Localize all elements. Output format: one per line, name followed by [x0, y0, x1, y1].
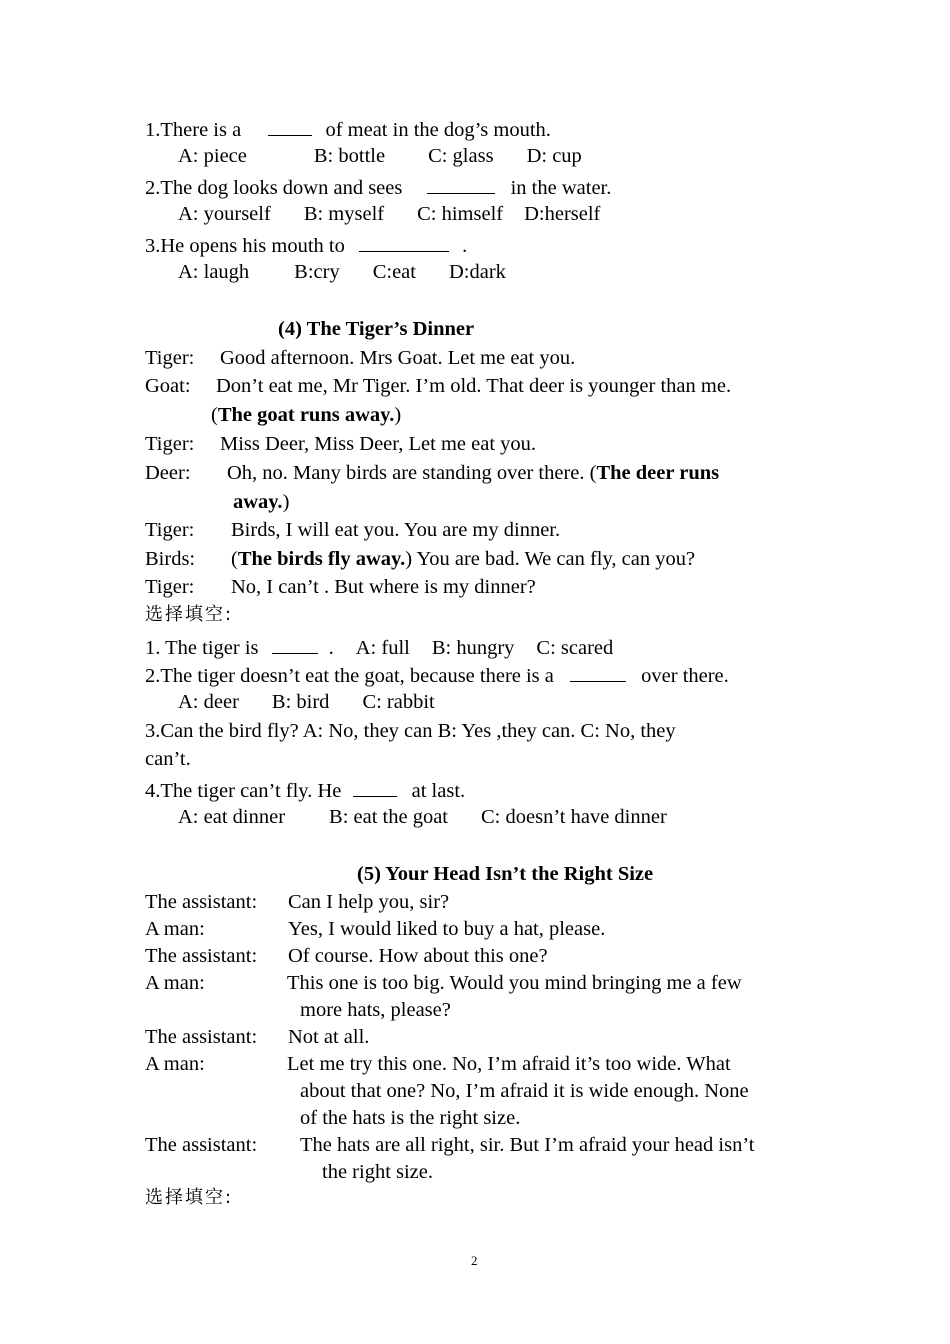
dialogue-line: Good afternoon. Mrs Goat. Let me eat you.: [220, 347, 576, 369]
question-text: over there.: [641, 665, 729, 687]
dialogue-speaker: The assistant:: [145, 891, 258, 913]
question-2-options: [178, 692, 435, 713]
page-number: 2: [471, 1253, 478, 1268]
option: D: cup: [526, 145, 582, 167]
dialogue-speaker: A man:: [145, 972, 205, 994]
dialogue-line: Don’t eat me, Mr Tiger. I’m old. That deer is younger than me.: [216, 375, 732, 397]
option: A: deer: [178, 691, 239, 713]
dialogue-line: Can I help you, sir?: [288, 891, 450, 913]
dialogue-speaker: The assistant:: [145, 1134, 258, 1156]
stage-direction-text: The goat runs away.: [217, 404, 395, 426]
dialogue-line: Not at all.: [288, 1026, 370, 1048]
dialogue-speaker: The assistant:: [145, 945, 258, 967]
dialogue-line: about that one? No, I’m afraid it is wide enough. None: [300, 1080, 749, 1102]
dialogue-speaker: Goat:: [145, 375, 191, 397]
option: B: myself: [303, 203, 385, 225]
question-text: 3.He opens his mouth to: [145, 235, 345, 257]
question-3-options: [178, 262, 506, 283]
stage-direction-text: away.: [233, 491, 283, 513]
question-text: 4.The tiger can’t fly. He: [145, 780, 342, 802]
answer-blank: [353, 778, 397, 797]
answer-blank: [268, 117, 312, 136]
answer-blank: [570, 663, 626, 682]
exercise-label: 选择填空:: [145, 1187, 234, 1208]
dialogue-line: Let me try this one. No, I’m afraid it’s too wide. What: [287, 1053, 731, 1075]
dialogue-speaker: The assistant:: [145, 1026, 258, 1048]
option: C: glass: [428, 145, 494, 167]
dialogue-speaker: Tiger:: [145, 347, 195, 369]
dialogue-speaker: Birds:: [145, 548, 196, 570]
option: C:eat: [372, 261, 416, 283]
option: D:dark: [448, 261, 506, 283]
question-text: 1. The tiger is: [145, 637, 259, 659]
dialogue-line: No, I can’t . But where is my dinner?: [231, 576, 536, 598]
stage-direction-text: The birds fly away.: [237, 548, 406, 570]
dialogue-speaker: Tiger:: [145, 576, 195, 598]
dialogue-speaker: Tiger:: [145, 433, 195, 455]
dialogue-text: ) You are bad. We can fly, can you?: [405, 548, 696, 570]
question-4: [145, 778, 465, 802]
dialogue-speaker: A man:: [145, 1053, 205, 1075]
dialogue-line: the right size.: [322, 1161, 434, 1183]
dialogue-speaker: Tiger:: [145, 519, 195, 541]
question-1-options: [178, 146, 582, 167]
dialogue-line: Of course. How about this one?: [288, 945, 548, 967]
option: B: eat the goat: [329, 806, 448, 828]
exercise-label: 选择填空:: [145, 604, 234, 625]
dialogue-line: This one is too big. Would you mind bringing me a few: [287, 972, 742, 994]
option: C: rabbit: [362, 691, 435, 713]
dialogue-line: The hats are all right, sir. But I’m afraid your head isn’t: [300, 1134, 755, 1156]
question-3-continued: can’t.: [145, 748, 191, 770]
option: B: bird: [271, 691, 330, 713]
dialogue-line: Miss Deer, Miss Deer, Let me eat you.: [220, 433, 537, 455]
dialogue-line: away.): [233, 491, 290, 513]
option: B:cry: [294, 261, 340, 283]
question-text: at last.: [411, 780, 466, 802]
dialogue-line: Birds, I will eat you. You are my dinner.: [231, 519, 561, 541]
question-text: 1.There is a: [145, 119, 242, 141]
dialogue-line: [227, 463, 719, 484]
dialogue-line: (The birds fly away.) You are bad. We can fly, can you?: [231, 548, 696, 570]
question-text: .: [462, 235, 468, 257]
question-4-options: [178, 807, 667, 828]
question-text: of meat in the dog’s mouth.: [325, 119, 551, 141]
question-text: in the water.: [510, 177, 612, 199]
dialogue-speaker: A man:: [145, 918, 205, 940]
question-text: .: [328, 637, 334, 659]
stage-direction-text: The deer runs: [596, 462, 720, 484]
dialogue-speaker: Deer:: [145, 462, 191, 484]
option: B: hungry: [431, 637, 515, 659]
answer-blank: [272, 635, 318, 654]
question-text: 2.The dog looks down and sees: [145, 177, 403, 199]
question-text: 2.The tiger doesn’t eat the goat, because there is a: [145, 665, 554, 687]
answer-blank: [359, 233, 449, 252]
dialogue-line: more hats, please?: [300, 999, 451, 1021]
option: A: eat dinner: [178, 806, 286, 828]
question-1: [145, 635, 613, 659]
stage-direction: (The goat runs away.): [211, 404, 402, 426]
option: C: doesn’t have dinner: [481, 806, 667, 828]
option: A: piece: [178, 145, 247, 167]
dialogue-line: Yes, I would liked to buy a hat, please.: [288, 918, 606, 940]
question-2: [145, 175, 611, 199]
dialogue-line: of the hats is the right size.: [300, 1107, 521, 1129]
section-title: (5) Your Head Isn’t the Right Size: [357, 863, 654, 885]
option: A: yourself: [178, 203, 271, 225]
option: B: bottle: [313, 145, 386, 167]
option: A: laugh: [178, 261, 250, 283]
section-title: (4) The Tiger’s Dinner: [278, 318, 475, 340]
question-2-options: [178, 204, 600, 225]
dialogue-text: Oh, no. Many birds are standing over there. (: [227, 462, 597, 484]
question-1: [145, 117, 551, 141]
option: C: scared: [536, 637, 614, 659]
question-3: [145, 233, 467, 257]
option: D:herself: [524, 203, 601, 225]
option: A: full: [355, 637, 410, 659]
option: C: himself: [417, 203, 504, 225]
question-3: 3.Can the bird fly? A: No, they can B: Yes ,they can. C: No, they: [145, 720, 676, 742]
answer-blank: [427, 175, 495, 194]
question-2: [145, 663, 729, 687]
